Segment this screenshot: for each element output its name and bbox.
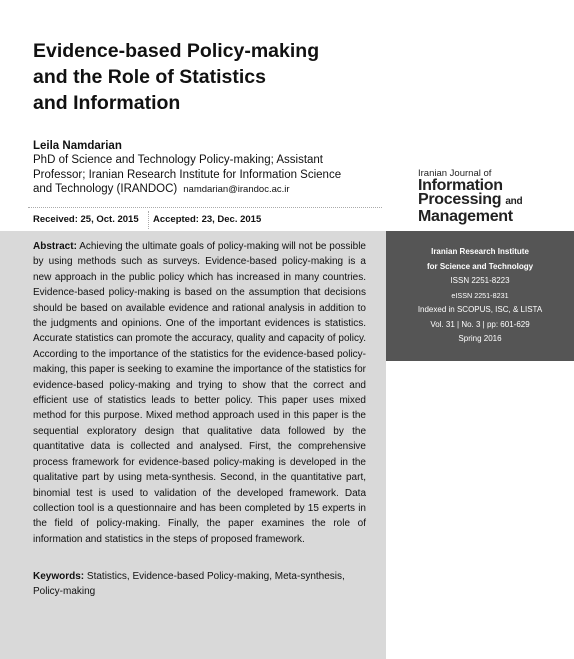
title-line: and Information xyxy=(33,92,181,114)
dates-bar xyxy=(28,207,382,230)
issn: ISSN 2251-8223 xyxy=(450,276,510,285)
institute-line: Iranian Research Institute xyxy=(431,247,529,256)
logo-line xyxy=(418,193,538,209)
indexing: Indexed in SCOPUS, ISC, & LISTA xyxy=(417,305,543,314)
issue-season: Spring 2016 xyxy=(458,334,502,343)
logo-word: Processing xyxy=(418,191,502,208)
journal-info-panel xyxy=(386,231,574,361)
affiliation-line xyxy=(33,182,373,198)
author-name: Leila Namdarian xyxy=(33,140,122,152)
abstract xyxy=(33,239,366,547)
logo-word-and: and xyxy=(505,196,523,207)
accepted-date: Accepted: 23, Dec. 2015 xyxy=(153,214,262,225)
institute-line: for Science and Technology xyxy=(426,261,534,271)
affiliation-line: Professor; Iranian Research Institute for Information Science xyxy=(33,168,342,181)
volume-info: Vol. 31 | No. 3 | pp: 601-629 xyxy=(430,319,530,329)
dates-divider xyxy=(148,211,149,229)
author-affiliation xyxy=(33,153,373,198)
journal-logo xyxy=(418,169,538,224)
paper-title xyxy=(33,38,393,116)
keywords-body: Statistics, Evidence-based Policy-making, Meta-synthesis, Policy-making xyxy=(33,571,345,598)
logo-line: Iranian Journal of xyxy=(418,168,492,179)
abstract-body: Achieving the ultimate goals of policy-making will not be possible by using methods such as surveys. Evidence-based policy-making is a new approach in the public policy which has increased in many countries. Evidence-based policy-making is based on the assumption that decisions should be based on available evidence and rational analysis in addition to the judgments and opinions. One of the important evidences is statistics. Accurate statistics can promote the accuracy, quality and capacity of policy. According to the importance of the statistics for the evidence-based policy-making, this paper is seeking to examine the importance of the statistics for evidence-based policy-making and trying to show that the correct and efficient use of statistics leads to better policy. This paper uses mixed method for this purpose. Mixed method approach used in this paper is the sequential exploratory design that qualitative data followed by the quantitative data is collected and analysed. First, the comprehensive process framework for evidence-based policy-making is developed in the qualitative part by using meta-synthesis. Second, in the quantitative part, binomial test is used to validation of the developed framework. Data collection tool is a questionnaire and has been completed by 15 experts in the field of policy-making. Finally, the paper examines the role of information and statistics in the steps of proposed framework. xyxy=(33,241,366,545)
keywords-label: Keywords: xyxy=(33,571,85,582)
author-email[interactable]: namdarian@irandoc.ac.ir xyxy=(183,184,290,195)
affiliation-line: PhD of Science and Technology Policy-making; Assistant xyxy=(33,154,323,166)
title-line: and the Role of Statistics xyxy=(33,66,266,88)
received-date: Received: 25, Oct. 2015 xyxy=(33,214,139,225)
logo-line: Information xyxy=(418,177,503,194)
abstract-label: Abstract: xyxy=(33,241,77,252)
eissn: eISSN 2251-8231 xyxy=(451,290,509,300)
title-line: Evidence-based Policy-making xyxy=(33,40,320,62)
affiliation-line-text: and Technology (IRANDOC) xyxy=(33,183,178,195)
keywords xyxy=(33,569,373,600)
logo-line: Management xyxy=(418,208,513,225)
